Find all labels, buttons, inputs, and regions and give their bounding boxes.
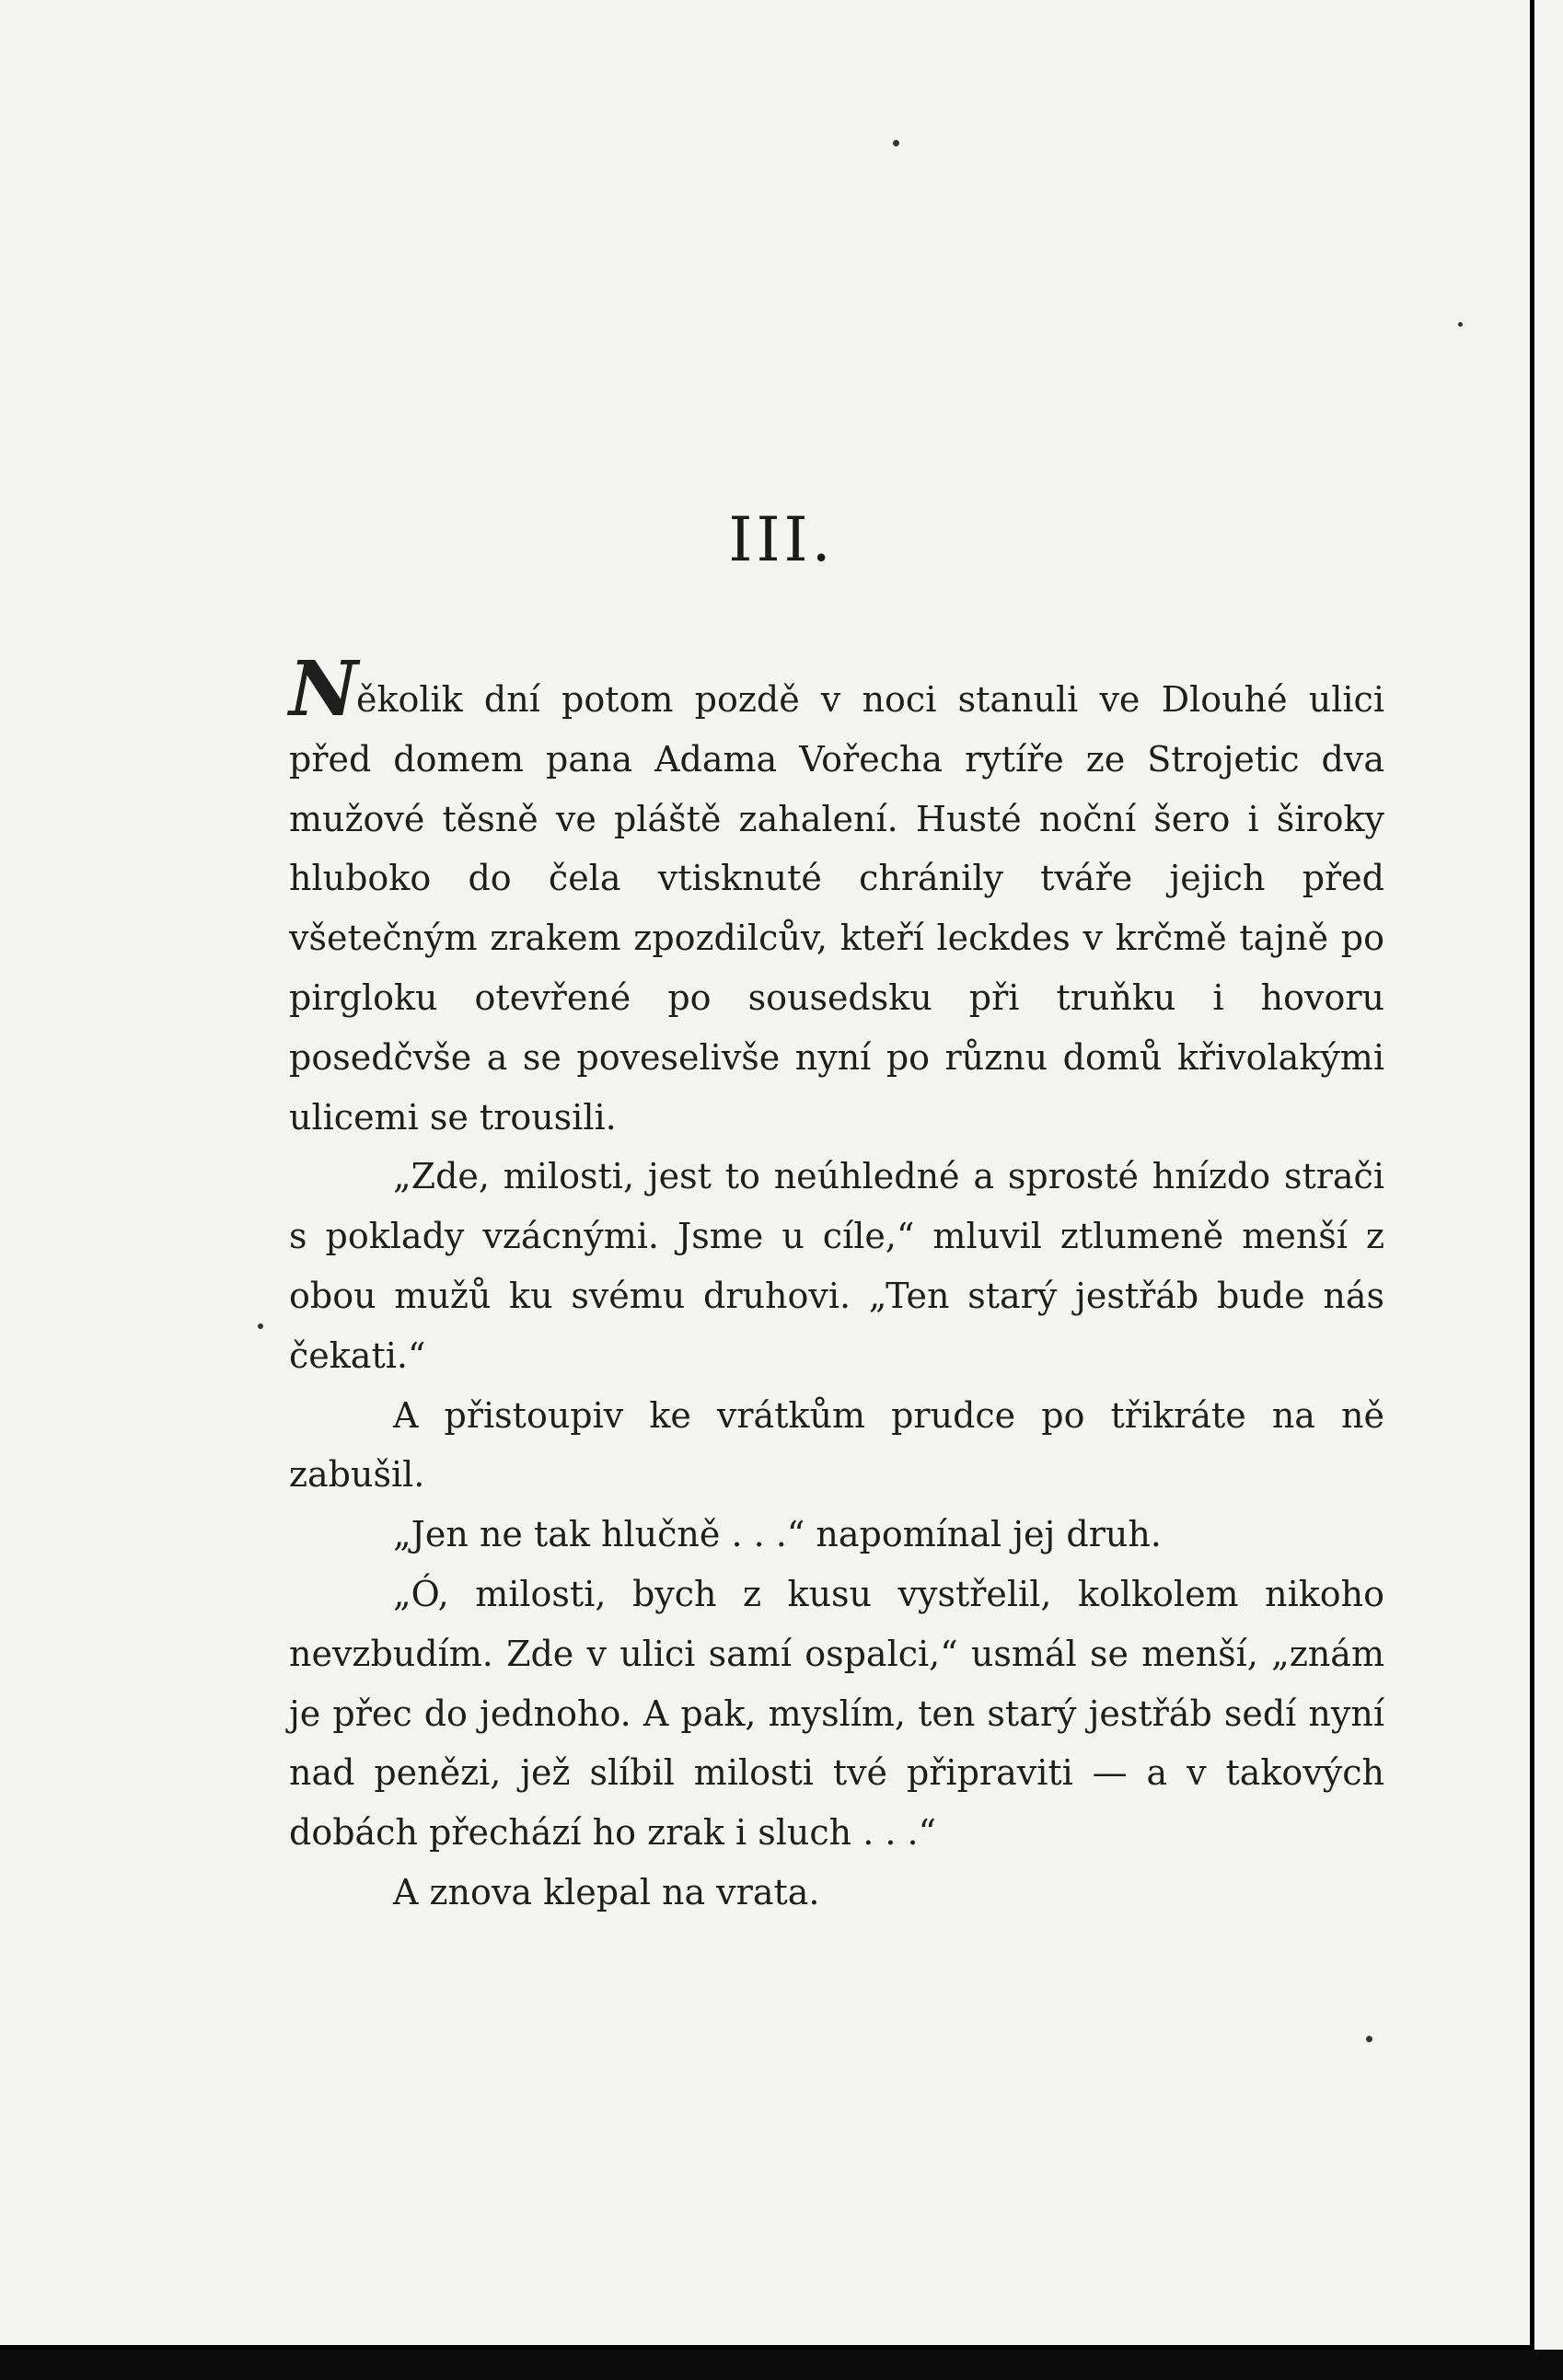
print-speck	[1366, 2036, 1372, 2042]
paragraph: „Jen ne tak hlučně . . .“ napomínal jej druh.	[393, 1514, 1162, 1555]
chapter-heading: III.	[728, 504, 835, 575]
print-speck	[258, 1323, 263, 1329]
paragraph: „Ó, milosti, bych z kusu vystřelil, kolkolem nikoho nevzbudím. Zde v ulici samí ospalci,“ usmál se menší, „znám je přec do jednoho. A pak, myslím, ten starý jestřáb sedí nyní nad penězi, jež slíbil milosti tvé připraviti — a v takových dobách přechází ho zrak i sluch . . .“	[289, 1573, 1384, 1854]
paragraph	[289, 645, 1384, 1147]
scan-border	[0, 2350, 1563, 2380]
print-speck	[893, 140, 899, 146]
paragraph: „Zde, milosti, jest to neúhledné a sprosté hnízdo strači s poklady vzácnými. Jsme u cíle,“ mluvil ztlumeně menší z obou mužů ku svému druhovi. „Ten starý jestřáb bude nás čekati.“	[289, 1156, 1384, 1376]
body-text	[289, 645, 1384, 1923]
drop-cap: N	[289, 645, 356, 734]
print-speck	[1458, 322, 1463, 327]
paragraph: A znova klepal na vrata.	[393, 1871, 820, 1912]
paragraph-text: ěkolik dní potom pozdě v noci stanuli ve Dlouhé ulici před domem pana Adama Vořecha rytíře ze Strojetic dva mužové těsně ve pláště zahalení. Husté noční šero i široky hluboko do čela vtisknuté chránily tváře jejich před všetečným zrakem zpozdilcův, kteří leckdes v krčmě tajně po pirgloku otevřené po sousedsku při truňku i hovoru posedčvše a se poveselivše nyní po různu domů křivolakými ulicemi se trousili.	[289, 679, 1384, 1138]
page-edge	[1534, 0, 1563, 2380]
paragraph: A přistoupiv ke vrátkům prudce po třikráte na ně zabušil.	[289, 1394, 1384, 1496]
